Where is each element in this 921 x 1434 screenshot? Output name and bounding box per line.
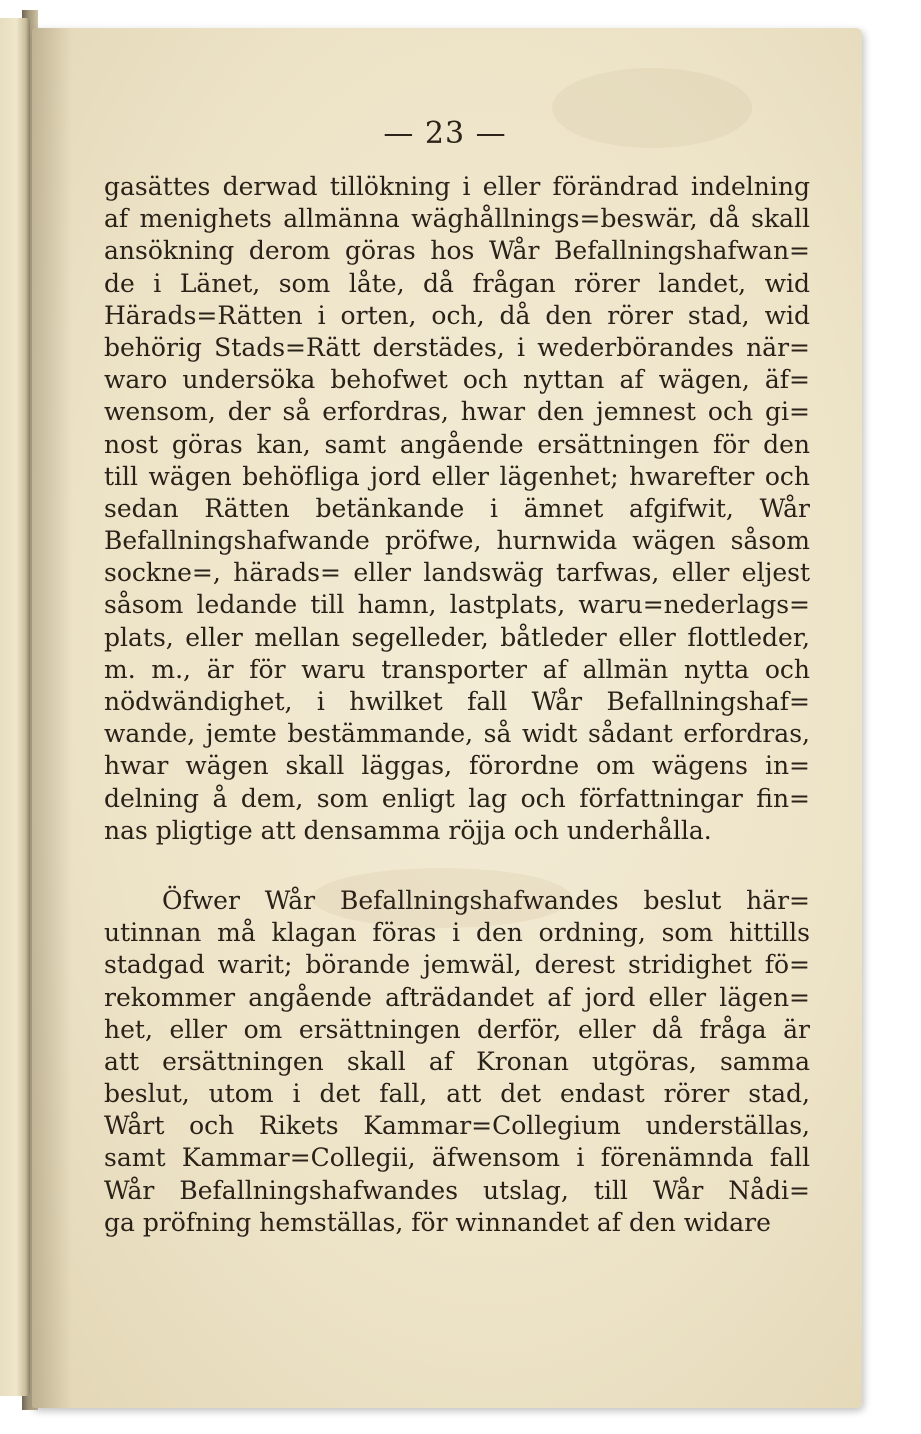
facing-page-edge — [0, 18, 30, 1396]
text-line: ga pröfning hemställas, för winnandet af den widare — [104, 1207, 771, 1237]
page-number: — 23 — — [383, 116, 507, 151]
text-line: Wårt och Rikets Kammar=Collegium underställas, — [104, 1111, 810, 1141]
text-line: såsom ledande till hamn, lastplats, waru=nederlags= — [104, 590, 810, 620]
paragraph — [104, 885, 810, 1239]
text-line: waro undersöka behofwet och nyttan af wägen, äf= — [104, 365, 810, 395]
text-line: att ersättningen skall af Kronan utgöras, samma — [104, 1046, 810, 1076]
paragraph — [104, 171, 810, 847]
text-line: behörig Stads=Rätt derstädes, i wederbörandes när= — [104, 332, 810, 362]
text-line: wensom, der så erfordras, hwar den jemnest och gi= — [104, 397, 810, 427]
text-line: rekommer angående afträdandet af jord eller lägen= — [104, 982, 810, 1012]
text-line: af menighets allmänna wäghållnings=beswär, då skall — [104, 204, 810, 234]
text-line: de i Länet, som låte, då frågan rörer landet, wid — [104, 268, 810, 298]
text-line: ansökning derom göras hos Wår Befallningshafwan= — [104, 236, 810, 266]
book-page — [32, 28, 862, 1408]
text-line: m. m., är för waru transporter af allmän nytta och — [104, 654, 810, 684]
paper-stain — [552, 68, 752, 148]
text-line: gasättes derwad tillökning i eller förändrad indelning — [104, 172, 810, 201]
paragraph-gap — [104, 847, 810, 885]
body-text — [104, 171, 810, 1239]
text-line: het, eller om ersättningen derför, eller då fråga är — [104, 1014, 810, 1044]
text-line: wande, jemte bestämmande, så widt sådant erfordras, — [104, 719, 810, 749]
text-line: nost göras kan, samt angående ersättningen för den — [104, 429, 810, 459]
text-line: Wår Befallningshafwandes utslag, till Wår Nådi= — [104, 1175, 810, 1205]
text-line: samt Kammar=Collegii, äfwensom i förenämnda fall — [104, 1143, 810, 1173]
text-line: beslut, utom i det fall, att det endast rörer stad, — [104, 1079, 810, 1109]
text-line: sedan Rätten betänkande i ämnet afgifwit, Wår — [104, 493, 810, 523]
text-line: Öfwer Wår Befallningshafwandes beslut här= — [162, 885, 810, 915]
gutter-shadow — [32, 28, 72, 1408]
text-line: delning å dem, som enligt lag och författningar fin= — [104, 783, 810, 813]
text-line: nödwändighet, i hwilket fall Wår Befallningshaf= — [104, 687, 810, 716]
text-line: Befallningshafwande pröfwe, hurnwida wägen såsom — [104, 526, 810, 556]
text-line: hwar wägen skall läggas, förordne om wägens in= — [104, 751, 810, 781]
text-line: Härads=Rätten i orten, och, då den rörer stad, wid — [104, 300, 810, 330]
text-line: plats, eller mellan segelleder, båtleder eller flottleder, — [104, 622, 810, 652]
text-line: till wägen behöfliga jord eller lägenhet; hwarefter och — [104, 461, 810, 491]
text-line: utinnan må klagan föras i den ordning, som hittills — [104, 918, 810, 948]
text-line: stadgad warit; börande jemwäl, derest stridighet fö= — [104, 950, 810, 980]
text-line: nas pligtige att densamma röjja och underhålla. — [104, 815, 712, 845]
text-line: sockne=, härads= eller landswäg tarfwas, eller eljest — [104, 558, 810, 588]
